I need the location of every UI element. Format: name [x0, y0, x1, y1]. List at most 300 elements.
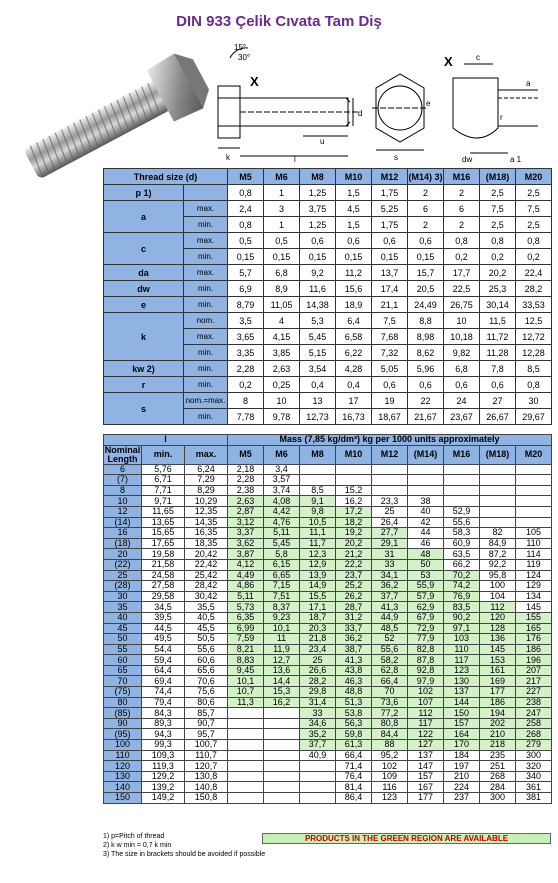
mass-value: 92,2 — [480, 559, 516, 570]
mass-title: Mass (7,85 kg/dm³) kg per 1000 units approximately — [228, 435, 552, 446]
dim-value: 6,8 — [444, 361, 480, 377]
mass-value — [444, 496, 480, 507]
mass-value: 11 — [264, 634, 300, 645]
mass-row — [104, 687, 552, 698]
mass-row — [104, 485, 552, 496]
mass-size-header: M12 — [372, 445, 408, 464]
dim-value: 6 — [444, 201, 480, 217]
length-min: 27,58 — [142, 581, 185, 592]
mass-value: 22,2 — [336, 559, 372, 570]
mass-value: 26,6 — [300, 665, 336, 676]
nominal-length: 30 — [104, 591, 142, 602]
dim-value: 24,49 — [408, 297, 444, 313]
mass-value: 18,2 — [336, 517, 372, 528]
mass-value: 70,2 — [444, 570, 480, 581]
mass-value: 20,3 — [300, 623, 336, 634]
dim-value: 20,5 — [408, 281, 444, 297]
mass-value: 10,7 — [228, 687, 264, 698]
dim-value: 30,14 — [480, 297, 516, 313]
mass-row — [104, 528, 552, 539]
mass-value: 157 — [444, 718, 480, 729]
dim-sub-label: max. — [184, 265, 228, 281]
mass-value — [408, 464, 444, 475]
mass-value: 119 — [516, 559, 552, 570]
mass-value: 107 — [408, 697, 444, 708]
dim-value: 5,25 — [372, 201, 408, 217]
nominal-length: 55 — [104, 644, 142, 655]
mass-value: 4,86 — [228, 581, 264, 592]
mass-value — [516, 517, 552, 528]
mass-value: 56,3 — [336, 718, 372, 729]
mass-value: 63,5 — [444, 549, 480, 560]
mass-value: 169 — [480, 676, 516, 687]
dim-label: c — [104, 233, 184, 265]
mass-value — [516, 506, 552, 517]
mass-value: 186 — [480, 697, 516, 708]
mass-value: 12,9 — [300, 559, 336, 570]
dw-label: dw — [462, 155, 473, 164]
nominal-length: 80 — [104, 697, 142, 708]
mass-value: 88 — [372, 740, 408, 751]
mass-value: 90,2 — [444, 612, 480, 623]
mass-value: 4,76 — [264, 517, 300, 528]
mass-value: 46 — [408, 538, 444, 549]
dim-value: 11,05 — [264, 297, 300, 313]
mass-value: 77,9 — [408, 634, 444, 645]
dim-value: 2,5 — [480, 217, 516, 233]
mass-value: 62,9 — [408, 602, 444, 613]
dim-value: 1,75 — [372, 185, 408, 201]
mass-value: 117 — [408, 718, 444, 729]
mass-value: 36,2 — [336, 634, 372, 645]
mass-value: 102 — [408, 687, 444, 698]
mass-value: 120 — [480, 612, 516, 623]
mass-value: 82 — [480, 528, 516, 539]
mass-header-row — [104, 445, 552, 464]
mass-value: 25 — [372, 506, 408, 517]
mass-value: 202 — [480, 718, 516, 729]
dim-sub-label: min. — [184, 281, 228, 297]
mass-value: 218 — [480, 740, 516, 751]
e-label: e — [426, 99, 431, 108]
mass-value: 112 — [408, 708, 444, 719]
length-max: 6,24 — [185, 464, 228, 475]
dims-row — [104, 265, 552, 281]
mass-value: 177 — [480, 687, 516, 698]
dim-value: 6,58 — [336, 329, 372, 345]
dim-value: 28,2 — [516, 281, 552, 297]
dim-sub-label: max. — [184, 329, 228, 345]
mass-value: 145 — [480, 644, 516, 655]
mass-value: 82,8 — [408, 644, 444, 655]
dim-label: k — [104, 313, 184, 361]
mass-value: 3,62 — [228, 538, 264, 549]
dim-value: 3,75 — [300, 201, 336, 217]
mass-value: 320 — [516, 761, 552, 772]
angle2-label: 30° — [238, 53, 251, 62]
dim-value: 15,6 — [336, 281, 372, 297]
length-min: 64,4 — [142, 665, 185, 676]
mass-value — [516, 496, 552, 507]
mass-value: 2,87 — [228, 506, 264, 517]
dim-value: 19 — [372, 393, 408, 409]
dim-sub-label: min. — [184, 217, 228, 233]
mass-value: 268 — [516, 729, 552, 740]
mass-value: 60,9 — [444, 538, 480, 549]
dim-value: 2,4 — [228, 201, 264, 217]
dim-value: 17,4 — [372, 281, 408, 297]
nominal-length: 65 — [104, 665, 142, 676]
mass-value — [264, 729, 300, 740]
dim-value: 8 — [228, 393, 264, 409]
mass-value: 10,5 — [300, 517, 336, 528]
mass-value: 92,8 — [408, 665, 444, 676]
nominal-length: 90 — [104, 718, 142, 729]
mass-value: 29,8 — [300, 687, 336, 698]
dim-value: 22,5 — [444, 281, 480, 297]
mass-value: 361 — [516, 782, 552, 793]
mass-value: 177 — [408, 793, 444, 804]
mass-row — [104, 602, 552, 613]
mass-value: 197 — [444, 761, 480, 772]
mass-value — [264, 793, 300, 804]
nominal-length: 50 — [104, 634, 142, 645]
mass-value: 87,8 — [408, 655, 444, 666]
dim-sub-label: nom.=max. — [184, 393, 228, 409]
length-max: 65,6 — [185, 665, 228, 676]
dim-value: 0,25 — [264, 377, 300, 393]
mass-value: 57,9 — [408, 591, 444, 602]
dim-value: 0,2 — [444, 249, 480, 265]
mass-value: 23,7 — [336, 570, 372, 581]
mass-row — [104, 782, 552, 793]
length-min: 34,5 — [142, 602, 185, 613]
mass-value: 23,3 — [372, 496, 408, 507]
mass-value — [372, 475, 408, 486]
length-min: 29,58 — [142, 591, 185, 602]
dim-value: 20,2 — [480, 265, 516, 281]
dim-value: 30 — [516, 393, 552, 409]
length-min: 119,3 — [142, 761, 185, 772]
mass-value — [264, 782, 300, 793]
mass-value: 210 — [480, 729, 516, 740]
length-min: 109,3 — [142, 750, 185, 761]
mass-value: 3,37 — [228, 528, 264, 539]
mass-value: 2,63 — [228, 496, 264, 507]
dim-value: 0,8 — [516, 377, 552, 393]
mass-value: 268 — [480, 771, 516, 782]
mass-value: 164 — [444, 729, 480, 740]
length-min: 54,4 — [142, 644, 185, 655]
dim-value: 1,5 — [336, 185, 372, 201]
length-max: 10,29 — [185, 496, 228, 507]
mass-value: 4,12 — [228, 559, 264, 570]
mass-value: 83,5 — [444, 602, 480, 613]
mass-value: 130 — [444, 676, 480, 687]
mass-value: 70 — [372, 687, 408, 698]
dim-value: 7,32 — [372, 345, 408, 361]
mass-value: 11,3 — [228, 697, 264, 708]
dim-value: 3,54 — [300, 361, 336, 377]
mass-value: 155 — [516, 612, 552, 623]
dims-row — [104, 377, 552, 393]
length-max: 30,42 — [185, 591, 228, 602]
length-max: 18,35 — [185, 538, 228, 549]
nominal-length-header: Nominal Length — [104, 445, 141, 464]
dim-label: s — [104, 393, 184, 425]
mass-row — [104, 559, 552, 570]
nominal-length: 140 — [104, 782, 142, 793]
mass-size-header: M10 — [336, 445, 372, 464]
mass-value: 66,2 — [444, 559, 480, 570]
mass-value: 52 — [372, 634, 408, 645]
mass-value: 9,23 — [264, 612, 300, 623]
mass-value: 102 — [372, 761, 408, 772]
mass-value — [480, 464, 516, 475]
mass-value — [372, 464, 408, 475]
dim-value: 18,9 — [336, 297, 372, 313]
mass-row — [104, 708, 552, 719]
dim-sub-label — [184, 185, 228, 201]
mass-value: 251 — [480, 761, 516, 772]
length-min: 44,5 — [142, 623, 185, 634]
mass-value: 128 — [480, 623, 516, 634]
dim-value: 4,15 — [264, 329, 300, 345]
mass-value: 41,3 — [336, 655, 372, 666]
dim-value: 0,6 — [480, 377, 516, 393]
mass-value: 11,7 — [300, 538, 336, 549]
mass-value: 137 — [408, 750, 444, 761]
mass-value: 6,65 — [264, 570, 300, 581]
mass-value: 5,11 — [228, 591, 264, 602]
mass-value: 9,45 — [228, 665, 264, 676]
mass-value: 112 — [480, 602, 516, 613]
length-max: 45,5 — [185, 623, 228, 634]
mass-value: 36,2 — [372, 581, 408, 592]
footnote-3: 3) The size in brackets should be avoided if possible — [103, 851, 266, 858]
mass-value: 9,1 — [300, 496, 336, 507]
length-max: 120,7 — [185, 761, 228, 772]
dim-value: 5,7 — [228, 265, 264, 281]
mass-value: 184 — [444, 750, 480, 761]
mass-value: 21,8 — [300, 634, 336, 645]
mass-row — [104, 750, 552, 761]
dim-value: 2 — [444, 217, 480, 233]
mass-value: 25 — [300, 655, 336, 666]
dim-value: 8,62 — [408, 345, 444, 361]
mass-row — [104, 771, 552, 782]
dim-value: 0,2 — [516, 249, 552, 265]
dim-value: 6,4 — [336, 313, 372, 329]
length-max: 50,5 — [185, 634, 228, 645]
mass-value: 26,2 — [336, 591, 372, 602]
length-min: 59,4 — [142, 655, 185, 666]
dim-value: 11,5 — [480, 313, 516, 329]
dim-value: 11,6 — [300, 281, 336, 297]
dim-value: 10 — [444, 313, 480, 329]
mass-value: 3,74 — [264, 485, 300, 496]
mass-value: 97,1 — [444, 623, 480, 634]
length-min: 129,2 — [142, 771, 185, 782]
mass-value: 153 — [480, 655, 516, 666]
mass-value: 6,99 — [228, 623, 264, 634]
mass-value: 300 — [480, 793, 516, 804]
dims-row — [104, 233, 552, 249]
mass-value: 207 — [516, 665, 552, 676]
dim-value: 0,15 — [336, 249, 372, 265]
length-min: 24,58 — [142, 570, 185, 581]
length-max: 22,42 — [185, 559, 228, 570]
mass-value: 46,3 — [336, 676, 372, 687]
mass-value: 95,2 — [372, 750, 408, 761]
mass-value: 48 — [408, 549, 444, 560]
dims-row — [104, 201, 552, 217]
mass-value: 81,4 — [336, 782, 372, 793]
mass-value: 3,4 — [264, 464, 300, 475]
mass-value: 2,38 — [228, 485, 264, 496]
dim-value: 9,82 — [444, 345, 480, 361]
l-header: l — [104, 435, 228, 446]
mass-value: 42 — [408, 517, 444, 528]
nominal-length: 8 — [104, 485, 142, 496]
dim-value: 7,5 — [480, 201, 516, 217]
dim-value: 5,3 — [300, 313, 336, 329]
dims-header-row — [104, 169, 552, 185]
mass-value: 74,2 — [444, 581, 480, 592]
dim-value: 0,15 — [264, 249, 300, 265]
mass-row — [104, 612, 552, 623]
mass-value — [300, 771, 336, 782]
mass-value: 123 — [372, 793, 408, 804]
mass-value — [228, 771, 264, 782]
mass-value: 51,3 — [336, 697, 372, 708]
max-header: max. — [185, 445, 228, 464]
mass-value: 11,9 — [264, 644, 300, 655]
mass-value: 55,6 — [444, 517, 480, 528]
mass-row — [104, 655, 552, 666]
green-region-note: PRODUCTS IN THE GREEN REGION ARE AVAILABLE — [262, 833, 551, 844]
mass-value: 3,87 — [228, 549, 264, 560]
mass-value: 14,4 — [264, 676, 300, 687]
mass-value: 77,2 — [372, 708, 408, 719]
footnote-1: 1) p=Pitch of thread — [103, 833, 165, 840]
mass-value — [372, 485, 408, 496]
nominal-length: (7) — [104, 475, 142, 486]
dim-value: 13,7 — [372, 265, 408, 281]
mass-size-header: M16 — [444, 445, 480, 464]
mass-value — [444, 485, 480, 496]
mass-value: 10,1 — [264, 623, 300, 634]
mass-value — [228, 729, 264, 740]
mass-size-header: M8 — [300, 445, 336, 464]
mass-value — [228, 740, 264, 751]
mass-value: 3,57 — [264, 475, 300, 486]
length-max: 150,8 — [185, 793, 228, 804]
mass-value: 33 — [372, 559, 408, 570]
mass-value: 12,3 — [300, 549, 336, 560]
mass-value: 12,7 — [264, 655, 300, 666]
mass-size-header: M20 — [516, 445, 552, 464]
mass-value: 71,4 — [336, 761, 372, 772]
mass-value: 258 — [516, 718, 552, 729]
dim-label: e — [104, 297, 184, 313]
dim-value: 0,4 — [336, 377, 372, 393]
dim-value: 0,5 — [228, 233, 264, 249]
mass-value: 6,35 — [228, 612, 264, 623]
dim-sub-label: min. — [184, 377, 228, 393]
mass-value: 53,8 — [336, 708, 372, 719]
dim-value: 13 — [300, 393, 336, 409]
mass-value: 4,08 — [264, 496, 300, 507]
mass-value: 147 — [408, 761, 444, 772]
dim-value: 6,8 — [264, 265, 300, 281]
mass-value: 37,7 — [372, 591, 408, 602]
dim-value: 10 — [264, 393, 300, 409]
mass-value: 137 — [444, 687, 480, 698]
dim-label: p 1) — [104, 185, 184, 201]
mass-table — [103, 434, 552, 804]
mass-value: 170 — [444, 740, 480, 751]
dim-value: 0,6 — [444, 377, 480, 393]
mass-value: 116 — [372, 782, 408, 793]
mass-value — [480, 506, 516, 517]
length-max: 20,42 — [185, 549, 228, 560]
dim-label: da — [104, 265, 184, 281]
mass-value: 48,5 — [372, 623, 408, 634]
mass-value: 238 — [516, 697, 552, 708]
mass-value: 66,4 — [372, 676, 408, 687]
dim-value: 2,5 — [480, 185, 516, 201]
dim-value: 29,67 — [516, 409, 552, 425]
nominal-length: 10 — [104, 496, 142, 507]
mass-value: 35,2 — [300, 729, 336, 740]
mass-value: 186 — [516, 644, 552, 655]
dim-value: 0,8 — [480, 233, 516, 249]
mass-value: 61,3 — [336, 740, 372, 751]
mass-value: 50 — [408, 559, 444, 570]
dim-value: 0,6 — [336, 233, 372, 249]
size-header: (M14) 3) — [408, 169, 444, 185]
dim-value: 11,28 — [480, 345, 516, 361]
mass-value: 150 — [444, 708, 480, 719]
length-min: 5,76 — [142, 464, 185, 475]
mass-value: 124 — [516, 570, 552, 581]
mass-value: 104 — [480, 591, 516, 602]
mass-value: 40 — [408, 506, 444, 517]
mass-value: 4,42 — [264, 506, 300, 517]
mass-size-header: M5 — [228, 445, 264, 464]
dim-value: 8,79 — [228, 297, 264, 313]
dim-value: 0,2 — [480, 249, 516, 265]
mass-value: 19,2 — [336, 528, 372, 539]
mass-size-header: M6 — [264, 445, 300, 464]
mass-value: 27,7 — [372, 528, 408, 539]
dim-value: 0,6 — [372, 233, 408, 249]
mass-value: 122 — [408, 729, 444, 740]
size-header: M8 — [300, 169, 336, 185]
dim-value: 0,8 — [444, 233, 480, 249]
detail-x-label: X — [250, 74, 259, 89]
dim-value: 12,73 — [300, 409, 336, 425]
mass-value: 114 — [516, 549, 552, 560]
dim-sub-label: max. — [184, 233, 228, 249]
c-label: c — [476, 53, 480, 62]
dim-value: 8,98 — [408, 329, 444, 345]
dim-value: 8,9 — [264, 281, 300, 297]
mass-value: 55,6 — [372, 644, 408, 655]
r-label: r — [500, 113, 503, 122]
mass-value: 7,15 — [264, 581, 300, 592]
